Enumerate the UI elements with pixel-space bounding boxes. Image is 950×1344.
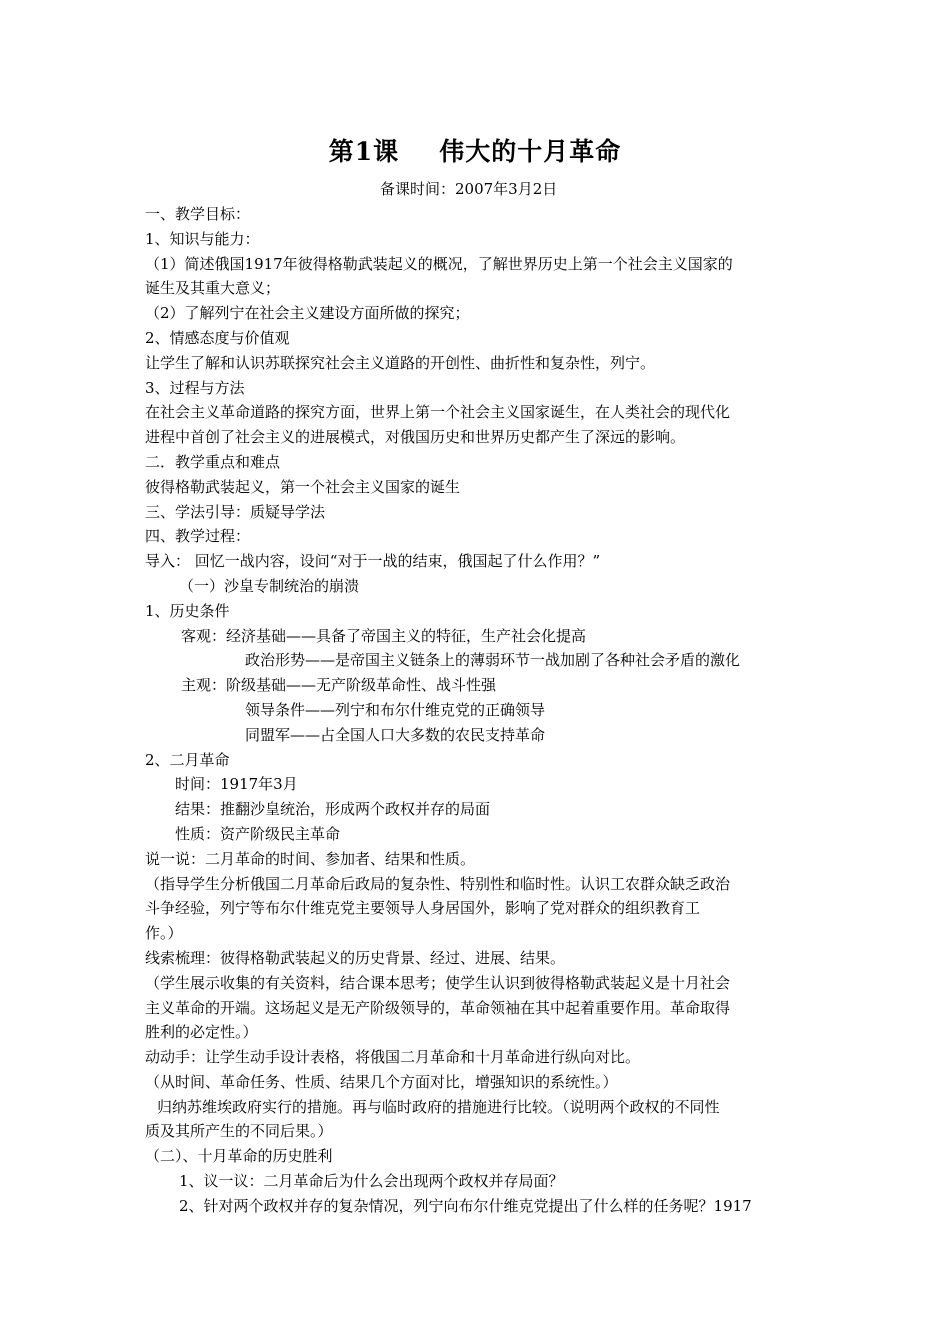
text-line: 3、过程与方法 (145, 378, 245, 397)
text-line: 导入： 回忆一战内容，设问“对于一战的结束，俄国起了什么作用？” (145, 552, 601, 571)
text-line: 归纳苏维埃政府实行的措施。再与临时政府的措施进行比较。（说明两个政权的不同性 (157, 1097, 720, 1116)
text-line: 线索梳理：彼得格勒武装起义的历史背景、经过、进展、结果。 (145, 948, 566, 967)
text-line: 同盟军——占全国人口大多数的农民支持革命 (245, 725, 546, 744)
text-line: 结果：推翻沙皇统治，形成两个政权并存的局面 (175, 800, 491, 819)
lesson-name: 伟大的十月革命 (439, 137, 622, 166)
text-line: 进程中首创了社会主义的进展模式，对俄国历史和世界历史都产生了深远的影响。 (145, 428, 686, 447)
text-line: 诞生及其重大意义； (145, 279, 281, 298)
text-line: 1、议一议：二月革命后为什么会出现两个政权并存局面？ (179, 1172, 564, 1191)
text-line: 一、教学目标： (145, 205, 251, 223)
text-line: 主观：阶级基础——无产阶级革命性、战斗性强 (181, 676, 497, 695)
text-line: 动动手：让学生动手设计表格，将俄国二月革命和十月革命进行纵向对比。 (145, 1048, 641, 1067)
text-line: 让学生了解和认识苏联探究社会主义道路的开创性、曲折性和复杂性，列宁。 (145, 353, 656, 372)
text-line: （2）了解列宁在社会主义建设方面所做的探究； (145, 304, 470, 323)
text-line: （一）沙皇专制统治的崩溃 (179, 576, 360, 595)
text-line: 在社会主义革命道路的探究方面，世界上第一个社会主义国家诞生，在人类社会的现代化 (145, 403, 731, 422)
text-line: 时间：1917年3月 (175, 775, 298, 794)
text-line: 客观：经济基础——具备了帝国主义的特征，生产社会化提高 (181, 626, 587, 645)
text-line: 二．教学重点和难点 (145, 452, 281, 471)
text-line: （1）简述俄国1917年彼得格勒武装起义的概况，了解世界历史上第一个社会主义国家的 (145, 254, 733, 273)
text-line: 胜利的必定性。） (145, 1023, 258, 1042)
text-line: 三、学法引导：质疑导学法 (145, 502, 326, 521)
text-line: 2、针对两个政权并存的复杂情况，列宁向布尔什维克党提出了什么样的任务呢？1917 (179, 1196, 752, 1215)
text-line: 性质：资产阶级民主革命 (175, 824, 341, 843)
text-line: 1、历史条件 (145, 601, 230, 620)
text-line: 领导条件——列宁和布尔什维克党的正确领导 (245, 700, 546, 719)
text-line: 斗争经验，列宁等布尔什维克党主要领导人身居国外，影响了党对群众的组织教育工 (145, 899, 701, 918)
text-line: 主义革命的开端。这场起义是无产阶级领导的，革命领袖在其中起着重要作用。革命取得 (145, 998, 731, 1017)
text-line: 说一说：二月革命的时间、参加者、结果和性质。 (145, 849, 476, 868)
text-line: 2、情感态度与价值观 (145, 328, 290, 347)
text-line: （从时间、革命任务、性质、结果几个方面对比，增强知识的系统性。） (145, 1072, 618, 1091)
text-line: 政治形势——是帝国主义链条上的薄弱环节一战加剧了各种社会矛盾的激化 (245, 651, 741, 670)
text-line: （指导学生分析俄国二月革命后政局的复杂性、特别性和临时性。认识工农群众缺乏政治 (145, 874, 731, 893)
lesson-title (0, 132, 950, 168)
lesson-number: 第1课 (328, 137, 400, 166)
lesson-body (145, 202, 805, 1219)
text-line: 四、教学过程： (145, 527, 251, 546)
prep-date: 备课时间：2007年3月2日 (380, 180, 558, 198)
text-line: 1、知识与能力： (145, 229, 260, 248)
text-line: 2、二月革命 (145, 750, 230, 769)
text-line: 彼得格勒武装起义，第一个社会主义国家的诞生 (145, 477, 461, 496)
text-line: （二）、十月革命的历史胜利 (145, 1147, 333, 1166)
text-line: （学生展示收集的有关资料，结合课本思考；使学生认识到彼得格勒武装起义是十月社会 (145, 973, 731, 992)
text-line: 质及其所产生的不同后果。） (145, 1122, 333, 1141)
text-line: 作。） (145, 924, 183, 943)
